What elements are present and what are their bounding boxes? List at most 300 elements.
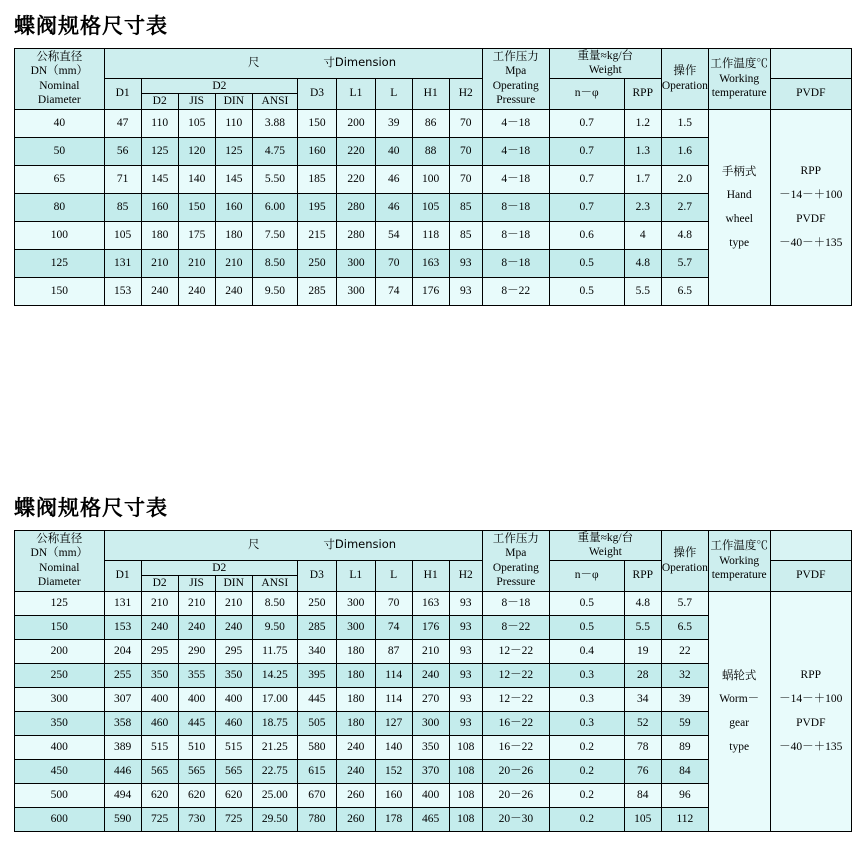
cell-dn: 80 — [15, 193, 105, 221]
cell-d3: 505 — [297, 711, 336, 735]
cell-pressure: 0.2 — [549, 783, 624, 807]
cell-d1: 204 — [104, 639, 141, 663]
cell-pressure: 0.2 — [549, 759, 624, 783]
cell-d1: 494 — [104, 783, 141, 807]
cell-rpp: 1.2 — [624, 109, 661, 137]
cell-h2: 108 — [449, 807, 482, 831]
cell-l1: 260 — [336, 807, 375, 831]
cell-dn: 600 — [15, 807, 105, 831]
cell-din: 125 — [215, 137, 252, 165]
cell-dn: 150 — [15, 615, 105, 639]
header-dimension-group — [104, 49, 482, 79]
cell-l1: 180 — [336, 663, 375, 687]
cell-din: 160 — [215, 193, 252, 221]
cell-d3: 615 — [297, 759, 336, 783]
page-title-1: 蝶阀规格尺寸表 — [14, 14, 168, 38]
cell-n-phi: 16－22 — [482, 735, 549, 759]
cell-h2: 93 — [449, 663, 482, 687]
cell-n-phi: 12－22 — [482, 639, 549, 663]
cell-ansi: 7.50 — [252, 221, 297, 249]
header-dimension-cn-right: 寸Dimension — [323, 55, 396, 70]
cell-h1: 88 — [412, 137, 449, 165]
cell-pvdf: 2.0 — [661, 165, 708, 193]
cell-d2: 210 — [141, 249, 178, 277]
header-h1: H1 — [412, 560, 449, 591]
cell-l1: 300 — [336, 615, 375, 639]
cell-din: 110 — [215, 109, 252, 137]
cell-l: 39 — [375, 109, 412, 137]
header-nominal-diameter: 公称直径 DN（mm） Nominal Diameter — [15, 531, 105, 592]
cell-d3: 445 — [297, 687, 336, 711]
cell-rpp: 4.8 — [624, 249, 661, 277]
cell-rpp: 5.5 — [624, 277, 661, 305]
cell-h1: 163 — [412, 591, 449, 615]
cell-l: 152 — [375, 759, 412, 783]
cell-din: 350 — [215, 663, 252, 687]
table-body-wormgear — [15, 591, 852, 831]
cell-ansi: 3.88 — [252, 109, 297, 137]
cell-d1: 85 — [104, 193, 141, 221]
cell-ansi: 9.50 — [252, 277, 297, 305]
cell-l: 46 — [375, 165, 412, 193]
cell-din: 400 — [215, 687, 252, 711]
cell-jis: 175 — [178, 221, 215, 249]
cell-n-phi: 20－26 — [482, 759, 549, 783]
cell-d3: 340 — [297, 639, 336, 663]
cell-pvdf: 6.5 — [661, 277, 708, 305]
cell-h2: 108 — [449, 735, 482, 759]
cell-d2: 210 — [141, 591, 178, 615]
cell-l1: 260 — [336, 783, 375, 807]
header-din: DIN — [215, 94, 252, 109]
cell-ansi: 21.25 — [252, 735, 297, 759]
cell-h2: 93 — [449, 639, 482, 663]
cell-ansi: 9.50 — [252, 615, 297, 639]
cell-d3: 250 — [297, 591, 336, 615]
cell-d1: 47 — [104, 109, 141, 137]
header-ansi: ANSI — [252, 576, 297, 591]
cell-n-phi: 8－18 — [482, 249, 549, 277]
spec-table-wormgear — [14, 530, 852, 832]
cell-h2: 70 — [449, 137, 482, 165]
cell-jis: 400 — [178, 687, 215, 711]
cell-rpp: 2.3 — [624, 193, 661, 221]
cell-dn: 350 — [15, 711, 105, 735]
cell-dn: 65 — [15, 165, 105, 193]
cell-l: 54 — [375, 221, 412, 249]
cell-jis: 290 — [178, 639, 215, 663]
cell-d1: 153 — [104, 615, 141, 639]
cell-rpp: 5.5 — [624, 615, 661, 639]
cell-dn: 150 — [15, 277, 105, 305]
header-d2-group: D2 — [141, 560, 297, 575]
header-operating-pressure: 工作压力 Mpa Operating Pressure — [482, 531, 549, 592]
cell-pvdf: 39 — [661, 687, 708, 711]
cell-d3: 285 — [298, 277, 337, 305]
cell-jis: 120 — [178, 137, 215, 165]
cell-d3: 185 — [298, 165, 337, 193]
cell-dn: 250 — [15, 663, 105, 687]
cell-ansi: 4.75 — [252, 137, 297, 165]
cell-pressure: 0.5 — [549, 249, 624, 277]
cell-pressure: 0.2 — [549, 735, 624, 759]
cell-h2: 85 — [449, 193, 482, 221]
cell-pressure: 0.5 — [549, 615, 624, 639]
cell-pressure: 0.7 — [549, 137, 624, 165]
cell-rpp: 34 — [624, 687, 661, 711]
cell-jis: 355 — [178, 663, 215, 687]
cell-n-phi: 8－18 — [482, 221, 549, 249]
cell-jis: 620 — [178, 783, 215, 807]
cell-n-phi: 4－18 — [482, 165, 549, 193]
cell-l: 114 — [375, 687, 412, 711]
cell-l1: 240 — [336, 735, 375, 759]
cell-d2: 565 — [141, 759, 178, 783]
cell-pvdf: 59 — [661, 711, 708, 735]
cell-pvdf: 1.6 — [661, 137, 708, 165]
header-h1: H1 — [412, 78, 449, 109]
cell-d1: 446 — [104, 759, 141, 783]
cell-din: 620 — [215, 783, 252, 807]
cell-n-phi: 4－18 — [482, 137, 549, 165]
cell-n-phi: 16－22 — [482, 711, 549, 735]
cell-h1: 176 — [412, 277, 449, 305]
cell-pvdf: 22 — [661, 639, 708, 663]
header-h2: H2 — [449, 560, 482, 591]
header-dimension-cn-left: 尺 — [247, 55, 260, 70]
cell-rpp: 1.7 — [624, 165, 661, 193]
cell-pvdf: 32 — [661, 663, 708, 687]
cell-d2: 350 — [141, 663, 178, 687]
cell-l: 74 — [375, 615, 412, 639]
header-dimension-group — [104, 531, 482, 561]
cell-din: 565 — [215, 759, 252, 783]
header-operation: 操作 Operation — [661, 531, 708, 592]
header-weight-group: 重量≈kg/台 Weight — [549, 531, 661, 561]
header-dimension-cn-right: 寸Dimension — [323, 537, 397, 552]
cell-n-phi: 8－22 — [482, 277, 549, 305]
cell-h2: 108 — [449, 759, 482, 783]
cell-pvdf: 5.7 — [661, 591, 708, 615]
cell-h1: 210 — [412, 639, 449, 663]
cell-h2: 70 — [449, 165, 482, 193]
header-l1: L1 — [336, 560, 375, 591]
cell-h2: 108 — [449, 783, 482, 807]
cell-n-phi: 12－22 — [482, 687, 549, 711]
cell-pvdf: 89 — [661, 735, 708, 759]
header-operation: 操作 Operation — [661, 49, 708, 110]
cell-l: 140 — [375, 735, 412, 759]
header-weight-pvdf: PVDF — [770, 560, 851, 591]
cell-h1: 86 — [412, 109, 449, 137]
cell-h2: 93 — [449, 277, 482, 305]
cell-h1: 240 — [412, 663, 449, 687]
cell-pvdf: 1.5 — [661, 109, 708, 137]
cell-jis: 240 — [178, 277, 215, 305]
spec-section-handwheel — [0, 10, 852, 306]
table-header-row-1 — [15, 49, 852, 79]
cell-ansi: 5.50 — [252, 165, 297, 193]
cell-d2: 295 — [141, 639, 178, 663]
cell-l: 114 — [375, 663, 412, 687]
cell-jis: 140 — [178, 165, 215, 193]
cell-h2: 93 — [449, 687, 482, 711]
cell-d2: 620 — [141, 783, 178, 807]
cell-h2: 93 — [449, 711, 482, 735]
cell-ansi: 11.75 — [252, 639, 297, 663]
cell-pvdf: 4.8 — [661, 221, 708, 249]
cell-din: 210 — [215, 591, 252, 615]
cell-rpp: 84 — [624, 783, 661, 807]
cell-l1: 180 — [336, 687, 375, 711]
cell-din: 210 — [215, 249, 252, 277]
cell-d2: 240 — [141, 277, 178, 305]
cell-l1: 220 — [336, 137, 375, 165]
cell-d3: 580 — [297, 735, 336, 759]
cell-d1: 71 — [104, 165, 141, 193]
cell-din: 460 — [215, 711, 252, 735]
cell-l1: 300 — [336, 249, 375, 277]
header-d1: D1 — [104, 560, 141, 591]
cell-h1: 100 — [412, 165, 449, 193]
cell-h1: 400 — [412, 783, 449, 807]
cell-rpp: 28 — [624, 663, 661, 687]
cell-d3: 250 — [298, 249, 337, 277]
cell-d2: 160 — [141, 193, 178, 221]
cell-d2: 110 — [141, 109, 178, 137]
cell-n-phi: 20－26 — [482, 783, 549, 807]
cell-dn: 50 — [15, 137, 105, 165]
cell-jis: 210 — [178, 591, 215, 615]
cell-l: 74 — [375, 277, 412, 305]
header-d3: D3 — [298, 78, 337, 109]
cell-h1: 163 — [412, 249, 449, 277]
header-weight-pvdf: PVDF — [770, 78, 851, 109]
cell-l1: 180 — [336, 711, 375, 735]
cell-dn: 100 — [15, 221, 105, 249]
cell-ansi: 14.25 — [252, 663, 297, 687]
header-l: L — [375, 78, 412, 109]
cell-operation: 手柄式 Hand wheel type — [708, 109, 770, 305]
cell-pressure: 0.7 — [549, 193, 624, 221]
cell-dn: 125 — [15, 591, 105, 615]
cell-l1: 200 — [336, 109, 375, 137]
cell-temperature: RPP －14－＋100 PVDF －40－＋135 — [770, 591, 851, 831]
header-dimension-cn-left: 尺 — [247, 537, 260, 552]
cell-d1: 105 — [104, 221, 141, 249]
cell-pvdf: 96 — [661, 783, 708, 807]
cell-d2: 400 — [141, 687, 178, 711]
cell-l1: 280 — [336, 221, 375, 249]
cell-d3: 160 — [298, 137, 337, 165]
spec-section-wormgear — [0, 492, 852, 832]
cell-operation: 蜗轮式 Worm－ gear type — [708, 591, 770, 831]
table-body-handwheel — [15, 109, 852, 305]
cell-jis: 445 — [178, 711, 215, 735]
cell-din: 240 — [215, 615, 252, 639]
table-row — [15, 591, 852, 615]
cell-d3: 285 — [297, 615, 336, 639]
cell-dn: 40 — [15, 109, 105, 137]
cell-n-phi: 20－30 — [482, 807, 549, 831]
cell-d2: 180 — [141, 221, 178, 249]
cell-ansi: 8.50 — [252, 591, 297, 615]
cell-h2: 70 — [449, 109, 482, 137]
cell-d2: 515 — [141, 735, 178, 759]
cell-pressure: 0.6 — [549, 221, 624, 249]
page-title-2: 蝶阀规格尺寸表 — [14, 496, 168, 520]
cell-rpp: 52 — [624, 711, 661, 735]
header-jis: JIS — [178, 576, 215, 591]
table-header-row-1 — [15, 531, 852, 561]
cell-rpp: 19 — [624, 639, 661, 663]
cell-rpp: 4 — [624, 221, 661, 249]
cell-d1: 255 — [104, 663, 141, 687]
cell-din: 240 — [215, 277, 252, 305]
cell-d2: 725 — [141, 807, 178, 831]
cell-rpp: 76 — [624, 759, 661, 783]
cell-pvdf: 2.7 — [661, 193, 708, 221]
cell-h2: 93 — [449, 615, 482, 639]
cell-pvdf: 6.5 — [661, 615, 708, 639]
header-d2: D2 — [141, 576, 178, 591]
header-d2-group: D2 — [141, 78, 297, 93]
cell-l1: 180 — [336, 639, 375, 663]
header-n-phi: n－φ — [549, 78, 624, 109]
cell-dn: 300 — [15, 687, 105, 711]
cell-rpp: 105 — [624, 807, 661, 831]
header-nominal-diameter: 公称直径 DN（mm） Nominal Diameter — [15, 49, 105, 110]
cell-d1: 56 — [104, 137, 141, 165]
cell-l1: 280 — [336, 193, 375, 221]
cell-n-phi: 8－18 — [482, 193, 549, 221]
header-h2: H2 — [449, 78, 482, 109]
cell-l: 46 — [375, 193, 412, 221]
cell-ansi: 29.50 — [252, 807, 297, 831]
cell-pressure: 0.7 — [549, 109, 624, 137]
header-working-temperature: 工作温度℃ Working temperature — [708, 531, 770, 592]
cell-pvdf: 84 — [661, 759, 708, 783]
cell-rpp: 1.3 — [624, 137, 661, 165]
cell-d1: 131 — [104, 591, 141, 615]
cell-pvdf: 5.7 — [661, 249, 708, 277]
cell-n-phi: 8－22 — [482, 615, 549, 639]
cell-l: 160 — [375, 783, 412, 807]
cell-l1: 220 — [336, 165, 375, 193]
cell-h1: 465 — [412, 807, 449, 831]
cell-ansi: 22.75 — [252, 759, 297, 783]
cell-ansi: 6.00 — [252, 193, 297, 221]
cell-ansi: 17.00 — [252, 687, 297, 711]
cell-d3: 215 — [298, 221, 337, 249]
cell-d2: 460 — [141, 711, 178, 735]
cell-n-phi: 8－18 — [482, 591, 549, 615]
cell-pressure: 0.3 — [549, 711, 624, 735]
cell-dn: 400 — [15, 735, 105, 759]
cell-dn: 500 — [15, 783, 105, 807]
cell-dn: 450 — [15, 759, 105, 783]
cell-pressure: 0.7 — [549, 165, 624, 193]
cell-d3: 150 — [298, 109, 337, 137]
header-n-phi: n－φ — [549, 560, 624, 591]
cell-l: 87 — [375, 639, 412, 663]
cell-din: 725 — [215, 807, 252, 831]
cell-d3: 780 — [297, 807, 336, 831]
cell-d1: 153 — [104, 277, 141, 305]
cell-l1: 300 — [336, 277, 375, 305]
cell-d1: 590 — [104, 807, 141, 831]
cell-pressure: 0.3 — [549, 687, 624, 711]
cell-d2: 145 — [141, 165, 178, 193]
header-d1: D1 — [104, 78, 141, 109]
cell-d3: 195 — [298, 193, 337, 221]
cell-d1: 358 — [104, 711, 141, 735]
cell-d1: 131 — [104, 249, 141, 277]
cell-d2: 125 — [141, 137, 178, 165]
cell-jis: 150 — [178, 193, 215, 221]
cell-jis: 105 — [178, 109, 215, 137]
cell-pressure: 0.4 — [549, 639, 624, 663]
cell-ansi: 18.75 — [252, 711, 297, 735]
header-weight-group: 重量≈kg/台 Weight — [549, 49, 661, 79]
cell-jis: 210 — [178, 249, 215, 277]
cell-n-phi: 12－22 — [482, 663, 549, 687]
cell-dn: 200 — [15, 639, 105, 663]
cell-h2: 93 — [449, 591, 482, 615]
cell-din: 180 — [215, 221, 252, 249]
cell-jis: 730 — [178, 807, 215, 831]
cell-h1: 370 — [412, 759, 449, 783]
cell-l: 70 — [375, 249, 412, 277]
cell-jis: 240 — [178, 615, 215, 639]
header-d2: D2 — [141, 94, 178, 109]
cell-pressure: 0.5 — [549, 277, 624, 305]
header-working-temperature: 工作温度℃ Working temperature — [708, 49, 770, 110]
header-l: L — [375, 560, 412, 591]
cell-ansi: 25.00 — [252, 783, 297, 807]
cell-l: 70 — [375, 591, 412, 615]
header-d3: D3 — [297, 560, 336, 591]
cell-l: 178 — [375, 807, 412, 831]
cell-rpp: 78 — [624, 735, 661, 759]
cell-n-phi: 4－18 — [482, 109, 549, 137]
cell-h1: 105 — [412, 193, 449, 221]
cell-l1: 300 — [336, 591, 375, 615]
cell-din: 145 — [215, 165, 252, 193]
cell-h1: 118 — [412, 221, 449, 249]
header-weight-rpp: RPP — [624, 560, 661, 591]
spec-table-handwheel — [14, 48, 852, 306]
header-din: DIN — [215, 576, 252, 591]
cell-l1: 240 — [336, 759, 375, 783]
cell-jis: 565 — [178, 759, 215, 783]
cell-temperature: RPP －14－＋100 PVDF －40－＋135 — [770, 109, 851, 305]
cell-h2: 85 — [449, 221, 482, 249]
cell-h1: 270 — [412, 687, 449, 711]
cell-jis: 510 — [178, 735, 215, 759]
header-weight-rpp: RPP — [624, 78, 661, 109]
cell-pressure: 0.3 — [549, 663, 624, 687]
cell-d3: 670 — [297, 783, 336, 807]
header-jis: JIS — [178, 94, 215, 109]
cell-dn: 125 — [15, 249, 105, 277]
cell-din: 515 — [215, 735, 252, 759]
header-operating-pressure: 工作压力 Mpa Operating Pressure — [482, 49, 549, 110]
cell-ansi: 8.50 — [252, 249, 297, 277]
cell-pressure: 0.5 — [549, 591, 624, 615]
cell-rpp: 4.8 — [624, 591, 661, 615]
header-ansi: ANSI — [252, 94, 297, 109]
